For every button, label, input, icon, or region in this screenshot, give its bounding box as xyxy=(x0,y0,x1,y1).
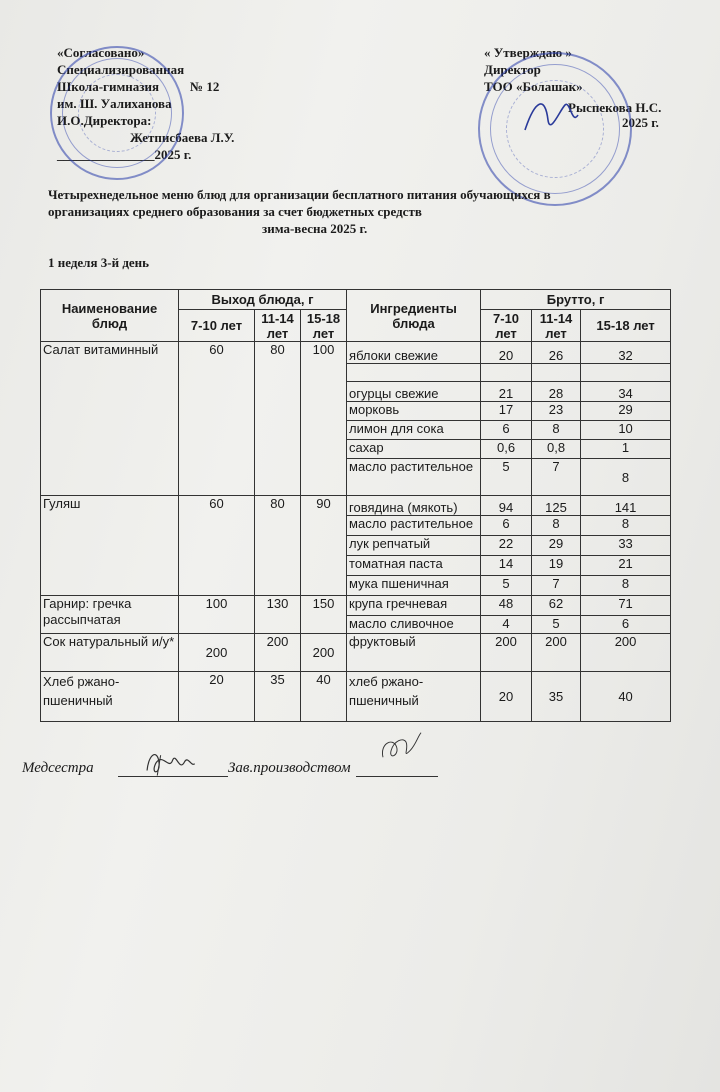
gross-11-14: 8 xyxy=(532,516,581,536)
ingredient: лук репчатый xyxy=(347,536,481,556)
gross-15-18: 6 xyxy=(581,616,671,634)
menu-title-line1: Четырехнедельное меню блюд для организации бесплатного питания обучающихся в xyxy=(48,187,551,202)
gross-7-10: 200 xyxy=(481,634,532,672)
output-15-18: 150 xyxy=(301,596,347,634)
signature-director xyxy=(520,90,580,140)
gross-15-18: 21 xyxy=(581,556,671,576)
gross-11-14: 7 xyxy=(532,576,581,596)
gross-11-14: 28 xyxy=(532,382,581,402)
gross-11-14: 125 xyxy=(532,496,581,516)
ingredient: лимон для сока xyxy=(347,421,481,440)
approval-right-title: « Утверждаю » xyxy=(484,45,572,60)
gross-7-10: 5 xyxy=(481,459,532,496)
output-7-10: 60 xyxy=(179,496,255,596)
approval-left-school-number: № 12 xyxy=(190,79,220,94)
nurse-label: Медсестра xyxy=(22,760,94,776)
col-header-gross-7-10: 7-10 лет xyxy=(481,310,532,342)
dish-name: Гуляш xyxy=(41,496,179,596)
ingredient: фруктовый xyxy=(347,634,481,672)
col-header-output-7-10: 7-10 лет xyxy=(179,310,255,342)
output-15-18: 200 xyxy=(301,634,347,672)
approval-left-school-type: Специализированная xyxy=(57,62,185,77)
menu-title-season: зима-весна 2025 г. xyxy=(262,221,368,236)
ingredient: сахар xyxy=(347,440,481,459)
gross-15-18: 71 xyxy=(581,596,671,616)
gross-11-14: 19 xyxy=(532,556,581,576)
ingredient: говядина (мякоть) xyxy=(347,496,481,516)
table-row xyxy=(41,672,671,722)
gross-11-14: 7 xyxy=(532,459,581,496)
gross-15-18: 34 xyxy=(581,382,671,402)
gross-7-10: 48 xyxy=(481,596,532,616)
gross-7-10: 0,6 xyxy=(481,440,532,459)
output-15-18: 40 xyxy=(301,672,347,722)
dish-name: Салат витаминный xyxy=(41,342,179,496)
dish-name: Сок натуральный и/у* xyxy=(41,634,179,672)
table-row xyxy=(41,496,671,516)
output-7-10: 20 xyxy=(179,672,255,722)
output-7-10: 200 xyxy=(179,634,255,672)
gross-7-10: 4 xyxy=(481,616,532,634)
ingredient: хлеб ржано-пшеничный xyxy=(347,672,481,722)
dish-name: Гарнир: гречка рассыпчатая xyxy=(41,596,179,634)
table-row xyxy=(41,634,671,672)
col-header-gross-15-18: 15-18 лет xyxy=(581,310,671,342)
col-header-dish-name: Наименование блюд xyxy=(41,290,179,342)
gross-11-14: 200 xyxy=(532,634,581,672)
gross-7-10: 6 xyxy=(481,516,532,536)
output-7-10: 60 xyxy=(179,342,255,496)
seal-stamp-left xyxy=(50,46,184,180)
gross-7-10: 5 xyxy=(481,576,532,596)
output-15-18: 90 xyxy=(301,496,347,596)
col-header-output-15-18: 15-18 лет xyxy=(301,310,347,342)
approval-left-school-name: Школа-гимназия xyxy=(57,79,160,94)
ingredient: огурцы свежие xyxy=(347,382,481,402)
col-header-output-11-14: 11-14 лет xyxy=(255,310,301,342)
gross-15-18: 29 xyxy=(581,402,671,421)
col-header-gross-11-14: 11-14 лет xyxy=(532,310,581,342)
approval-right-person: Рыспекова Н.С. xyxy=(568,100,662,115)
gross-7-10: 94 xyxy=(481,496,532,516)
ingredient: масло растительное xyxy=(347,516,481,536)
gross-11-14: 35 xyxy=(532,672,581,722)
gross-11-14: 26 xyxy=(532,342,581,364)
ingredient: томатная паста xyxy=(347,556,481,576)
week-day-label: 1 неделя 3-й день xyxy=(48,255,150,270)
signature-nurse xyxy=(135,745,205,779)
ingredient: мука пшеничная xyxy=(347,576,481,596)
approval-right-position: Директор xyxy=(484,62,541,77)
gross-7-10 xyxy=(481,364,532,382)
gross-11-14: 5 xyxy=(532,616,581,634)
ingredient: крупа гречневая xyxy=(347,596,481,616)
table-row xyxy=(41,596,671,616)
output-11-14: 130 xyxy=(255,596,301,634)
approval-right-date: 2025 г. xyxy=(622,115,659,130)
menu-title-line2: организациях среднего образования за счет бюджетных средств xyxy=(48,204,422,219)
table-row xyxy=(41,342,671,364)
ingredient: морковь xyxy=(347,402,481,421)
output-11-14: 35 xyxy=(255,672,301,722)
output-7-10: 100 xyxy=(179,596,255,634)
gross-15-18: 1 xyxy=(581,440,671,459)
approval-left-school-named: им. Ш. Уалиханова xyxy=(57,96,172,111)
col-header-ingredients: Ингредиенты блюда xyxy=(347,290,481,342)
approval-left-position: И.О.Директора: xyxy=(57,113,152,128)
approval-left-date: _______________2025 г. xyxy=(57,147,192,162)
gross-7-10: 20 xyxy=(481,342,532,364)
gross-7-10: 6 xyxy=(481,421,532,440)
gross-11-14: 23 xyxy=(532,402,581,421)
gross-15-18: 8 xyxy=(581,459,671,496)
gross-7-10: 14 xyxy=(481,556,532,576)
gross-7-10: 20 xyxy=(481,672,532,722)
output-11-14: 80 xyxy=(255,496,301,596)
manager-signature-line xyxy=(356,776,438,777)
manager-label: Зав.производством xyxy=(228,760,351,776)
approval-left-title: «Согласовано» xyxy=(57,45,145,60)
approval-right-company: ТОО «Болашак» xyxy=(484,79,583,94)
output-11-14: 80 xyxy=(255,342,301,496)
gross-15-18: 8 xyxy=(581,576,671,596)
ingredient: яблоки свежие xyxy=(347,342,481,364)
gross-15-18: 40 xyxy=(581,672,671,722)
signature-manager xyxy=(365,730,435,764)
ingredient: масло растительное xyxy=(347,459,481,496)
gross-15-18: 32 xyxy=(581,342,671,364)
gross-7-10: 17 xyxy=(481,402,532,421)
col-header-output: Выход блюда, г xyxy=(179,290,347,310)
ingredient xyxy=(347,364,481,382)
output-15-18: 100 xyxy=(301,342,347,496)
gross-15-18: 141 xyxy=(581,496,671,516)
gross-7-10: 22 xyxy=(481,536,532,556)
output-11-14: 200 xyxy=(255,634,301,672)
col-header-gross: Брутто, г xyxy=(481,290,671,310)
gross-15-18: 200 xyxy=(581,634,671,672)
menu-table xyxy=(40,289,671,722)
gross-15-18: 33 xyxy=(581,536,671,556)
gross-11-14: 8 xyxy=(532,421,581,440)
gross-15-18: 8 xyxy=(581,516,671,536)
gross-11-14 xyxy=(532,364,581,382)
approval-left-person: Жетписбаева Л.У. xyxy=(130,130,235,145)
gross-11-14: 62 xyxy=(532,596,581,616)
gross-15-18 xyxy=(581,364,671,382)
gross-15-18: 10 xyxy=(581,421,671,440)
gross-7-10: 21 xyxy=(481,382,532,402)
gross-11-14: 29 xyxy=(532,536,581,556)
dish-name: Хлеб ржано-пшеничный xyxy=(41,672,179,722)
ingredient: масло сливочное xyxy=(347,616,481,634)
gross-11-14: 0,8 xyxy=(532,440,581,459)
